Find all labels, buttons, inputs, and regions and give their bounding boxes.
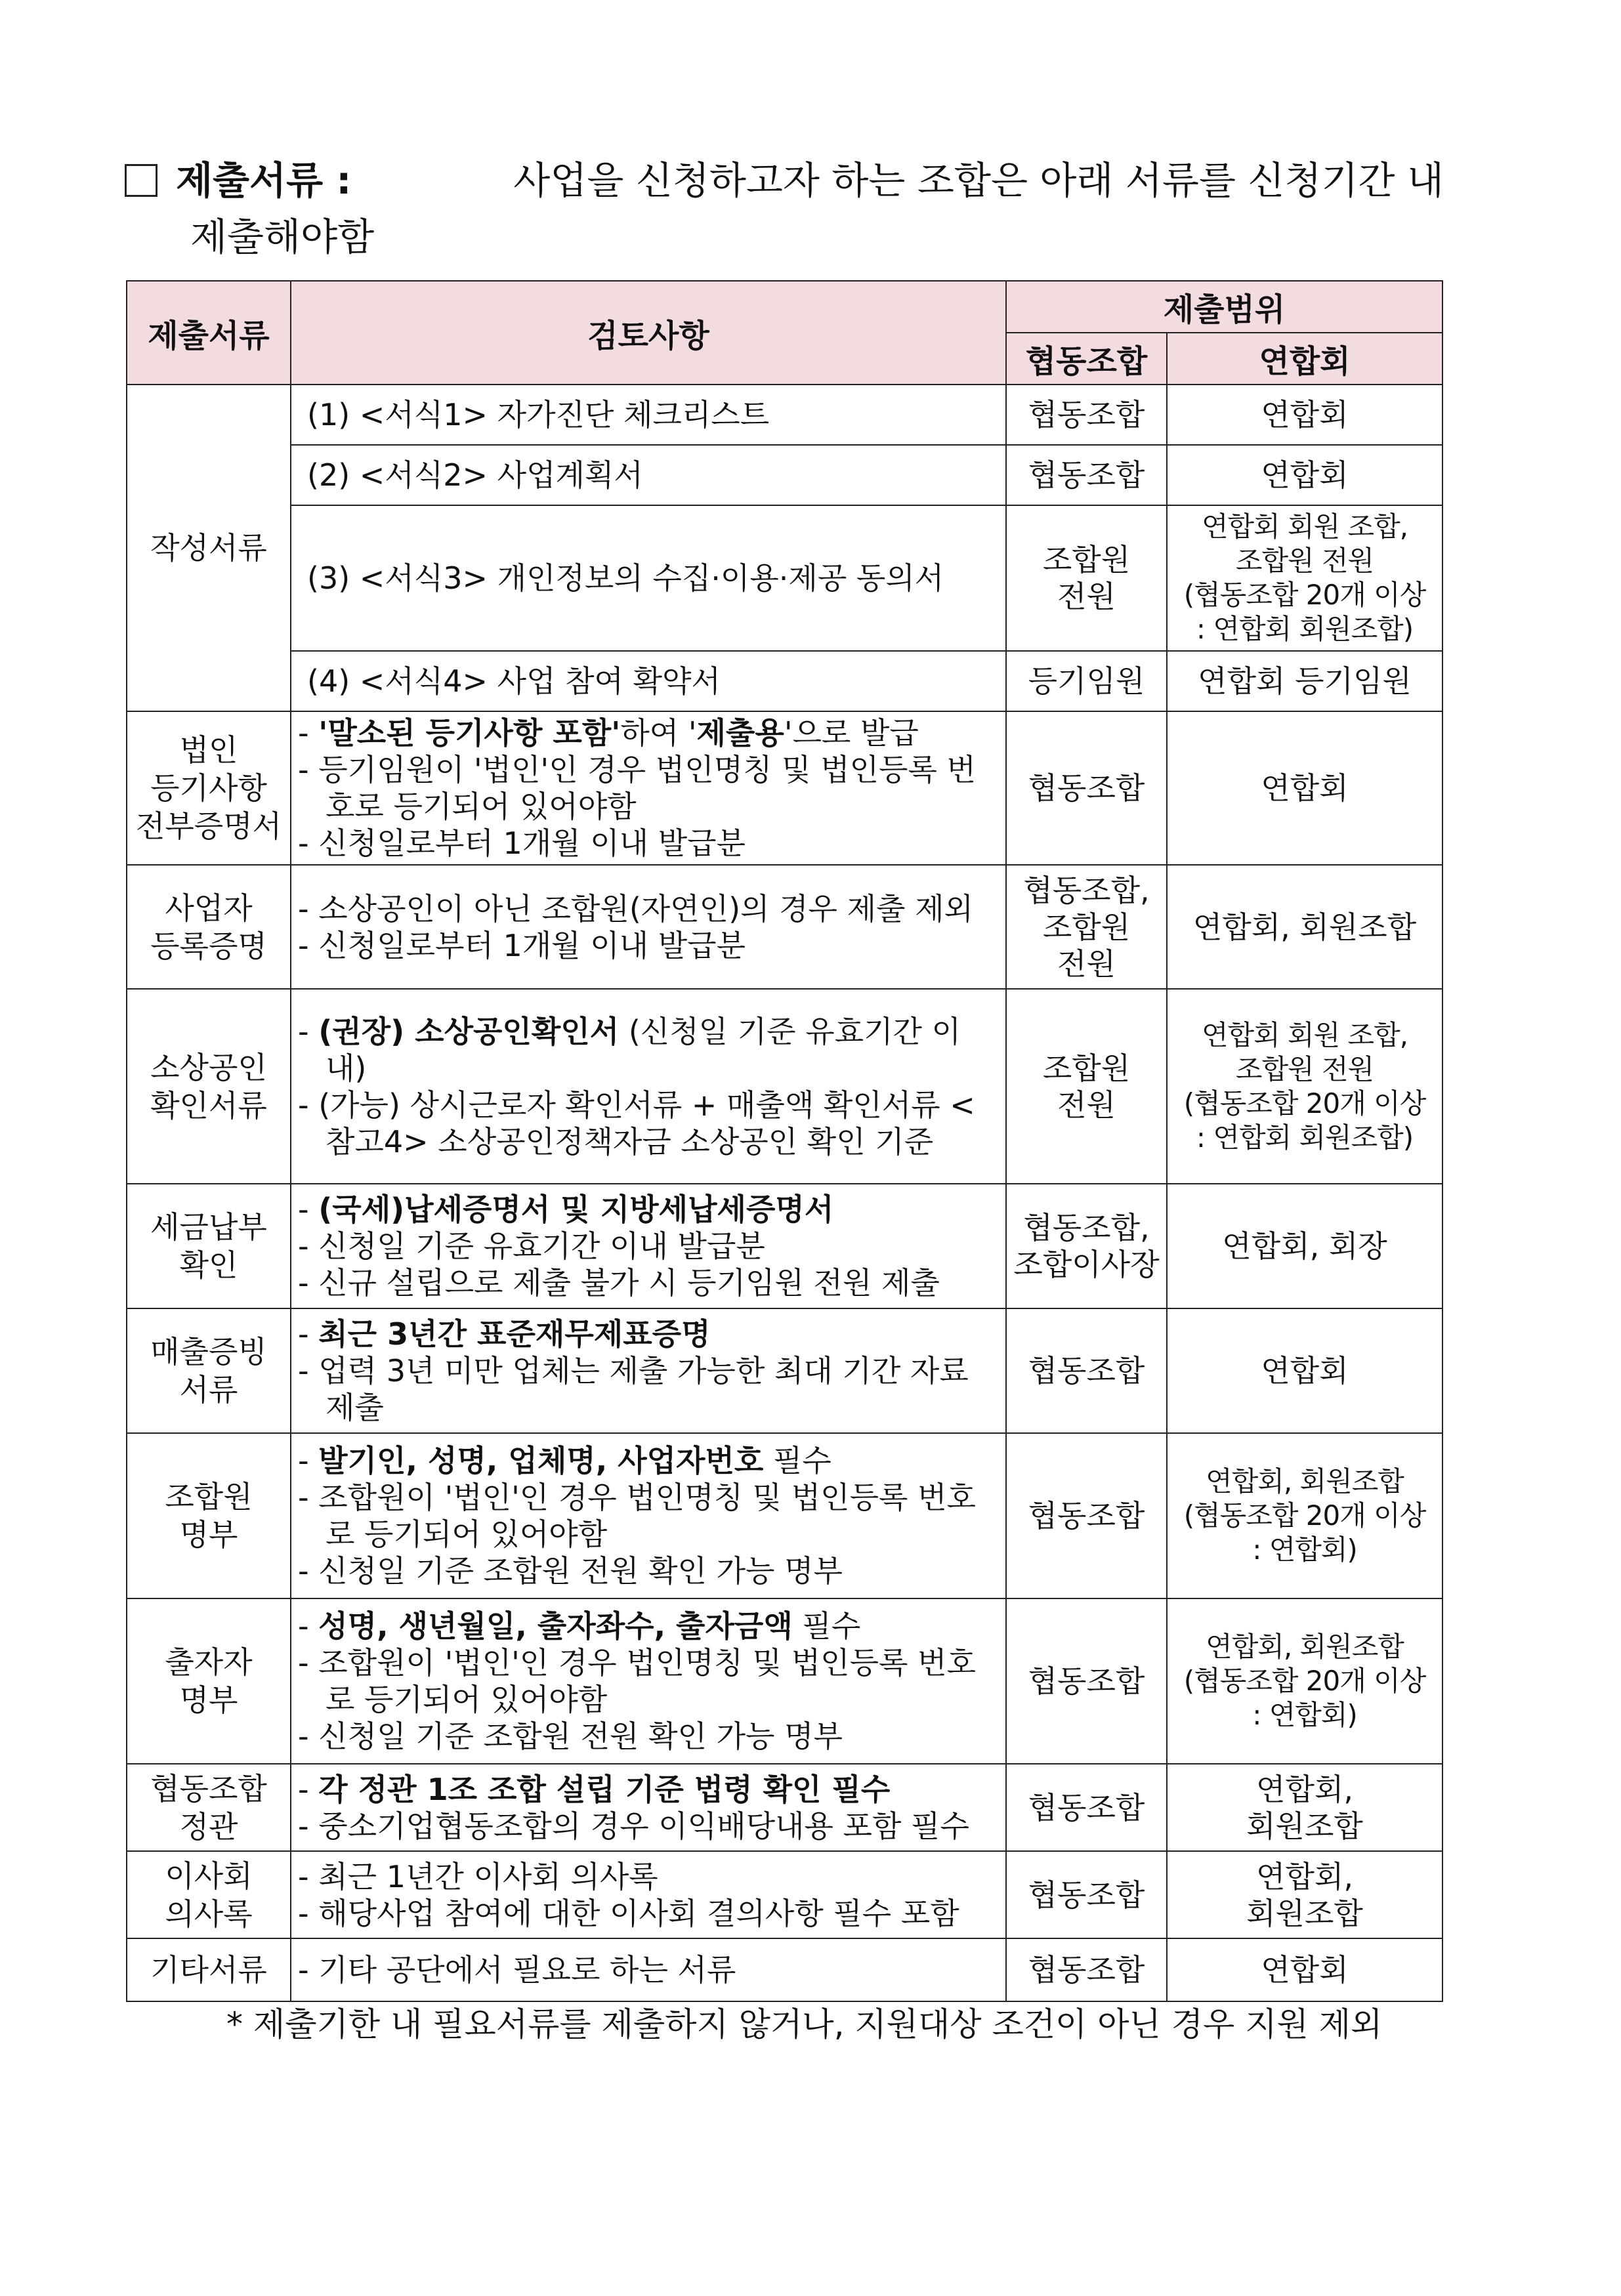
union-cell [1167,989,1442,1184]
coop-cell: 협동조합 [1006,385,1167,445]
plain-text: 하여 ' [620,715,697,751]
bullet-line: - 업력 3년 미만 업체는 제출 가능한 최대 기간 자료 제출 [298,1353,969,1425]
coop-cell: 협동조합 [1006,1938,1167,2001]
table-row [127,1184,1442,1308]
coop-cell: 협동조합 [1006,1851,1167,1938]
coop-line: 협동조합, [1023,872,1150,908]
doc-cell-tax [127,1184,291,1308]
bullet-line: - 신규 설립으로 제출 불가 시 등기임원 전원 제출 [298,1265,940,1301]
doc-label: 출자자 [165,1644,253,1680]
plain-text: 소상공인이 아닌 조합원(자연인)의 경우 제출 제외 [318,890,973,927]
doc-label: 기타서류 [150,1952,267,1988]
union-line: (협동조합 20개 이상 [1183,1087,1426,1119]
union-cell: 연합회 [1167,445,1442,505]
doc-label: 명부 [179,1682,238,1718]
header-review: 검토사항 [291,281,1006,385]
doc-label: 등기사항 [150,770,267,806]
plain-text: 조합원이 '법인'인 경우 법인명칭 및 법인등록 번호로 등기되어 있어야함 [318,1480,976,1552]
table-row [127,651,1442,711]
plain-text: 중소기업협동조합의 경우 이익배당내용 포함 필수 [318,1808,969,1844]
plain-text: 신청일 기준 유효기간 이내 발급분 [318,1228,765,1264]
intro [125,152,1444,265]
table-row [127,505,1442,651]
doc-label: 확인서류 [150,1087,267,1123]
union-line: : 연합회 회원조합) [1196,1121,1414,1154]
union-cell [1167,1851,1442,1938]
doc-label: 확인 [179,1247,238,1283]
doc-label: 법인 [179,732,238,768]
union-cell: 연합회 [1167,711,1442,865]
doc-cell-written [127,385,291,711]
bullet-line: - 성명, 생년월일, 출자좌수, 출자금액 필수 [298,1608,861,1644]
review-cell [291,989,1006,1184]
plain-text: 등기임원이 '법인'인 경우 법인명칭 및 법인등록 번호로 등기되어 있어야함 [318,752,976,824]
table-row [127,1938,1442,2001]
bullet-line: - 해당사업 참여에 대한 이사회 결의사항 필수 포함 [298,1895,959,1931]
doc-label: 조합원 [165,1479,253,1514]
review-cell [291,1598,1006,1764]
bold-text: '말소된 등기사항 포함' [318,715,621,751]
doc-cell-sales [127,1308,291,1433]
coop-cell: 협동조합 [1006,1598,1167,1764]
doc-label: 작성서류 [150,530,267,566]
union-line: 연합회, [1256,1771,1353,1807]
plain-text: 해당사업 참여에 대한 이사회 결의사항 필수 포함 [318,1895,959,1931]
doc-label: 의사록 [165,1896,253,1932]
coop-line: 협동조합, [1023,1210,1150,1245]
coop-line: 전원 [1057,946,1116,982]
coop-cell: 협동조합 [1006,1433,1167,1598]
doc-cell-biz-reg [127,865,291,989]
doc-cell-member-list [127,1433,291,1598]
intro-lead [125,152,352,209]
plain-text: 업력 3년 미만 업체는 제출 가능한 최대 기간 자료 제출 [318,1353,969,1425]
review-cell [291,1938,1006,2001]
header-doc: 제출서류 [127,281,291,385]
intro-text-line1: 사업을 신청하고자 하는 조합은 아래 서류를 신청기간 내 [513,158,1444,203]
review-cell [291,1764,1006,1851]
review-cell [291,1851,1006,1938]
plain-text: 필수 [792,1608,861,1644]
form-item: (2) <서식2> 사업계획서 [307,457,643,493]
table-row [127,1598,1442,1764]
review-cell [291,505,1006,651]
header-scope: 제출범위 [1006,281,1442,333]
union-line: 회원조합 [1246,1895,1363,1931]
doc-cell-other [127,1938,291,2001]
union-line: 연합회 회원 조합, [1201,1018,1408,1051]
doc-label: 매출증빙 [150,1334,267,1369]
review-cell [291,711,1006,865]
union-line: : 연합회) [1252,1534,1357,1566]
review-cell [291,1184,1006,1308]
intro-line1 [125,152,1444,209]
bullet-line: - 신청일 기준 조합원 전원 확인 가능 명부 [298,1719,843,1754]
coop-cell: 협동조합 [1006,1764,1167,1851]
union-cell: 연합회, 회장 [1167,1184,1442,1308]
coop-cell [1006,1184,1167,1308]
coop-line: 조합원 [1042,909,1131,945]
bullet-line: - (국세)납세증명서 및 지방세납세증명서 [298,1192,834,1227]
bullet-line: - 조합원이 '법인'인 경우 법인명칭 및 법인등록 번호로 등기되어 있어야함 [298,1645,976,1717]
coop-cell: 등기임원 [1006,651,1167,711]
doc-label: 세금납부 [150,1209,267,1245]
header-coop: 협동조합 [1006,333,1167,385]
union-line: (협동조합 20개 이상 [1183,579,1426,611]
bullet-line: - 각 정관 1조 조합 설립 기준 법령 확인 필수 [298,1771,891,1807]
plain-text: 신청일 기준 조합원 전원 확인 가능 명부 [318,1719,843,1754]
plain-text: 기타 공단에서 필요로 하는 서류 [318,1952,736,1988]
bold-text: (국세)납세증명서 및 지방세납세증명서 [318,1192,834,1227]
doc-label: 협동조합 [150,1770,267,1806]
bullet-line: - '말소된 등기사항 포함'하여 '제출용'으로 발급 [298,715,919,751]
union-line: 연합회, 회원조합 [1206,1631,1404,1663]
doc-label: 명부 [179,1517,238,1553]
header-union: 연합회 [1167,333,1442,385]
bold-text: (권장) 소상공인확인서 [318,1013,620,1049]
doc-cell-small-biz [127,989,291,1184]
plain-text: 신청일로부터 1개월 이내 발급분 [318,927,746,963]
coop-cell [1006,865,1167,989]
table-row [127,989,1442,1184]
intro-heading: 제출서류 : [176,158,352,203]
form-item: (1) <서식1> 자가진단 체크리스트 [307,397,770,432]
bullet-line: - 최근 1년간 이사회 의사록 [298,1858,658,1894]
coop-cell [1006,989,1167,1184]
coop-cell [1006,505,1167,651]
doc-cell-articles [127,1764,291,1851]
table-row [127,1764,1442,1851]
plain-text: 조합원이 '법인'인 경우 법인명칭 및 법인등록 번호로 등기되어 있어야함 [318,1645,976,1717]
review-cell [291,1433,1006,1598]
plain-text: 필수 [763,1443,832,1478]
doc-label: 서류 [179,1372,238,1408]
doc-label: 사업자 [165,890,253,926]
bullet-line: - 조합원이 '법인'인 경우 법인명칭 및 법인등록 번호로 등기되어 있어야함 [298,1480,976,1552]
intro-text-line2: 제출해야함 [190,215,375,259]
union-cell: 연합회 [1167,1308,1442,1433]
union-cell: 연합회, 회원조합 [1167,865,1442,989]
coop-cell: 협동조합 [1006,711,1167,865]
plain-text: '으로 발급 [784,715,919,751]
union-cell: 연합회 [1167,1938,1442,2001]
plain-text: 신청일로부터 1개월 이내 발급분 [318,825,746,861]
table-row [127,445,1442,505]
doc-label: 정관 [179,1808,238,1845]
plain-text: 신청일 기준 조합원 전원 확인 가능 명부 [318,1553,843,1589]
form-item: (3) <서식3> 개인정보의 수집·이용·제공 동의서 [307,560,944,596]
bullet-line: - 최근 3년간 표준재무제표증명 [298,1316,711,1352]
coop-line: 조합원 [1042,542,1131,577]
union-line: 연합회, 회원조합 [1206,1465,1404,1497]
union-line: 회원조합 [1246,1808,1363,1844]
table-row [127,385,1442,445]
bullet-line: - 신청일로부터 1개월 이내 발급분 [298,825,746,861]
bold-text: 성명, 생년월일, 출자좌수, 출자금액 [318,1608,793,1644]
bullet-line: - 발기인, 성명, 업체명, 사업자번호 필수 [298,1443,832,1478]
plain-text: 최근 1년간 이사회 의사록 [318,1858,658,1894]
plain-text: 신규 설립으로 제출 불가 시 등기임원 전원 제출 [318,1265,940,1301]
doc-cell-board [127,1851,291,1938]
union-line: : 연합회) [1252,1699,1357,1731]
union-cell [1167,1764,1442,1851]
coop-line: 전원 [1057,579,1116,614]
doc-cell-corp-reg [127,711,291,865]
bullet-line: - 신청일 기준 조합원 전원 확인 가능 명부 [298,1553,843,1589]
coop-line: 전원 [1057,1087,1116,1123]
coop-line: 조합원 [1042,1050,1131,1086]
plain-text: (가능) 상시근로자 확인서류 + 매출액 확인서류 <참고4> 소상공인정책자금 소상공인 확인 기준 [318,1087,975,1159]
table-row [127,1308,1442,1433]
coop-line: 조합이사장 [1013,1247,1160,1282]
form-item: (4) <서식4> 사업 참여 확약서 [307,663,721,699]
doc-cell-investor-list [127,1598,291,1764]
union-line: (협동조합 20개 이상 [1183,1665,1426,1697]
bullet-line: - (가능) 상시근로자 확인서류 + 매출액 확인서류 <참고4> 소상공인정책자금 소상공인 확인 기준 [298,1087,975,1159]
union-cell [1167,1598,1442,1764]
bullet-line: - 등기임원이 '법인'인 경우 법인명칭 및 법인등록 번호로 등기되어 있어야함 [298,752,976,824]
union-line: (협동조합 20개 이상 [1183,1499,1426,1532]
bullet-line: - 신청일로부터 1개월 이내 발급분 [298,927,746,963]
coop-cell: 협동조합 [1006,445,1167,505]
review-cell [291,445,1006,505]
doc-label: 이사회 [165,1858,253,1894]
review-cell [291,385,1006,445]
bullet-line: - 신청일 기준 유효기간 이내 발급분 [298,1228,765,1264]
doc-label: 소상공인 [150,1049,267,1085]
doc-label: 등록증명 [150,928,267,964]
table-row [127,711,1442,865]
union-line: 조합원 전원 [1235,1053,1374,1085]
doc-label: 전부증명서 [135,808,282,844]
union-cell [1167,1433,1442,1598]
union-line: : 연합회 회원조합) [1196,613,1414,645]
bold-text: 제출용 [696,715,784,751]
bullet-line: - (권장) 소상공인확인서 (신청일 기준 유효기간 이내) [298,1013,961,1086]
bold-text: 최근 3년간 표준재무제표증명 [318,1316,711,1352]
union-cell [1167,505,1442,651]
table-row [127,865,1442,989]
union-line: 조합원 전원 [1235,545,1374,577]
union-line: 연합회 회원 조합, [1201,511,1408,543]
review-cell [291,865,1006,989]
checkbox-icon [125,164,158,197]
bold-text: 각 정관 1조 조합 설립 기준 법령 확인 필수 [318,1771,891,1807]
union-cell: 연합회 등기임원 [1167,651,1442,711]
bullet-line: - 소상공인이 아닌 조합원(자연인)의 경우 제출 제외 [298,890,973,927]
review-cell [291,1308,1006,1433]
bold-text: 발기인, 성명, 업체명, 사업자번호 [318,1443,764,1478]
bullet-line: - 중소기업협동조합의 경우 이익배당내용 포함 필수 [298,1808,969,1844]
footnote: * 제출기한 내 필요서류를 제출하지 않거나, 지원대상 조건이 아닌 경우 지원 제외 [226,2005,1383,2043]
table-row [127,1433,1442,1598]
union-cell: 연합회 [1167,385,1442,445]
table-row [127,1851,1442,1938]
documents-table [126,280,1443,2002]
union-line: 연합회, [1256,1858,1353,1894]
plain-text: (신청일 기준 유효기간 이내) [326,1013,961,1086]
bullet-line: - 기타 공단에서 필요로 하는 서류 [298,1952,736,1988]
coop-cell: 협동조합 [1006,1308,1167,1433]
review-cell [291,651,1006,711]
